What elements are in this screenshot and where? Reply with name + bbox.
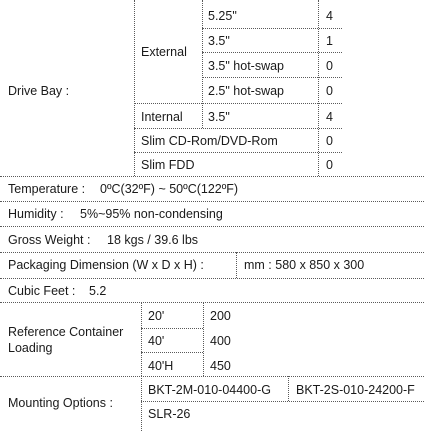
row-divider [141, 328, 203, 329]
external-size-3-5: 3.5" [208, 34, 230, 48]
packaging-label: Packaging Dimension (W x D x H) : [8, 258, 204, 272]
container-divider [141, 302, 142, 376]
external-count-3-5: 1 [326, 34, 333, 48]
external-count-3-5-hot-swap: 0 [326, 59, 333, 73]
section-divider [0, 376, 424, 377]
row-divider [134, 128, 342, 129]
row-divider [134, 103, 342, 104]
row-divider [141, 352, 203, 353]
row-divider [141, 401, 424, 402]
container-type-20ft: 20' [148, 309, 165, 323]
slim-cd-count: 0 [326, 134, 333, 148]
size-column-divider [202, 0, 203, 128]
container-value-20ft: 200 [210, 309, 231, 323]
section-divider [0, 176, 424, 177]
slim-fdd-label: Slim FDD [141, 158, 195, 172]
drive-bay-divider [134, 0, 135, 176]
container-label-line1: Reference Container [8, 325, 124, 339]
row-divider [202, 28, 342, 29]
container-type-40ft-hc: 40'H [148, 359, 174, 373]
container-value-divider [203, 302, 204, 376]
external-count-2-5-hot-swap: 0 [326, 84, 333, 98]
container-value-40ft-hc: 450 [210, 359, 231, 373]
internal-label: Internal [141, 110, 183, 124]
section-divider [0, 201, 424, 202]
slim-cd-label: Slim CD-Rom/DVD-Rom [141, 134, 278, 148]
mounting-label: Mounting Options : [8, 396, 113, 410]
humidity-label: Humidity : [8, 207, 64, 221]
packaging-divider [236, 252, 237, 278]
gross-weight-label: Gross Weight : [8, 233, 91, 247]
container-type-40ft: 40' [148, 334, 165, 348]
internal-size-3-5: 3.5" [208, 110, 230, 124]
section-divider [0, 252, 424, 253]
external-size-2-5-hot-swap: 2.5" hot-swap [208, 84, 285, 98]
temperature-value: 0ºC(32ºF) ~ 50ºC(122ºF) [100, 182, 239, 196]
external-size-3-5-hot-swap: 3.5" hot-swap [208, 59, 285, 73]
section-divider [0, 226, 424, 227]
gross-weight-value: 18 kgs / 39.6 lbs [107, 233, 199, 247]
temperature-label: Temperature : [8, 182, 86, 196]
external-size-5-25: 5.25" [208, 9, 237, 23]
cubic-feet-value: 5.2 [89, 284, 107, 298]
container-label-line2: Loading [8, 341, 53, 355]
slim-fdd-count: 0 [326, 158, 333, 172]
count-column-divider [318, 0, 319, 176]
external-count-5-25: 4 [326, 9, 333, 23]
cubic-feet-label: Cubic Feet : [8, 284, 76, 298]
row-divider [202, 52, 342, 53]
external-label: External [141, 45, 187, 59]
mounting-option: BKT-2M-010-04400-G [148, 383, 271, 397]
humidity-value: 5%~95% non-condensing [80, 207, 223, 221]
section-divider [0, 278, 424, 279]
mounting-option-divider [288, 376, 289, 401]
mounting-divider [141, 376, 142, 431]
section-divider [0, 302, 424, 303]
internal-count-3-5: 4 [326, 110, 333, 124]
row-divider [202, 77, 342, 78]
mounting-option: BKT-2S-010-24200-F [296, 383, 415, 397]
row-divider [134, 152, 342, 153]
drive-bay-label: Drive Bay : [8, 84, 70, 98]
packaging-value: mm : 580 x 850 x 300 [244, 258, 365, 272]
container-value-40ft: 400 [210, 334, 231, 348]
mounting-option: SLR-26 [148, 407, 191, 421]
